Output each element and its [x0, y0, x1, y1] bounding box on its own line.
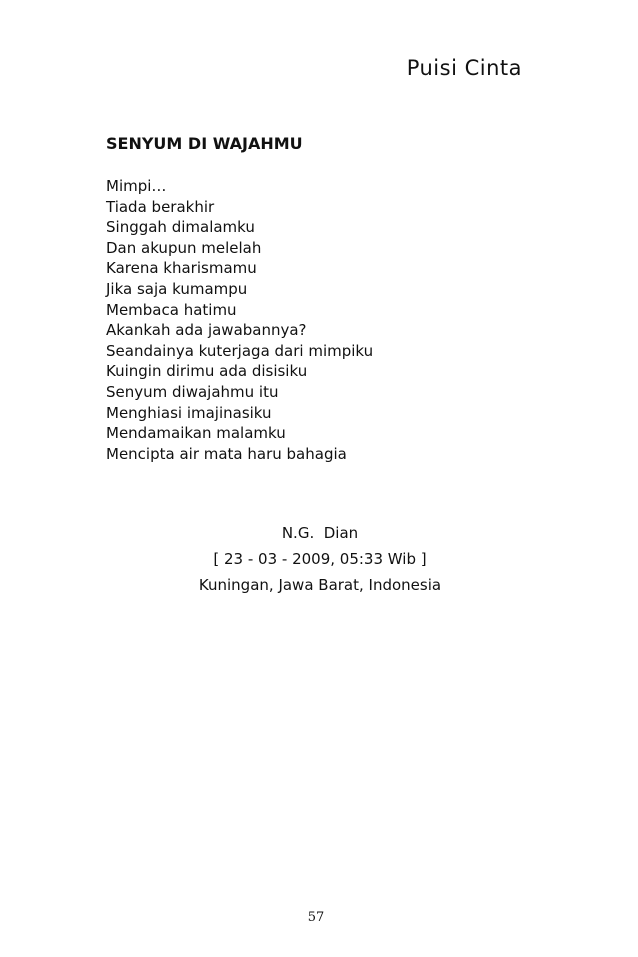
location: Kuningan, Jawa Barat, Indonesia	[198, 576, 442, 594]
signature-block	[0, 520, 638, 598]
page-number: 57	[307, 910, 325, 925]
poem-line: Singgah dimalamku	[106, 218, 255, 237]
poem-title: SENYUM DI WAJAHMU	[106, 134, 303, 153]
poem-line: Menghiasi imajinasiku	[106, 403, 272, 422]
poem-line: Membaca hatimu	[106, 300, 237, 319]
poem-line: Mencipta air mata haru bahagia	[106, 444, 347, 463]
poem-line: Senyum diwajahmu itu	[106, 382, 279, 401]
running-header: Puisi Cinta	[406, 56, 522, 80]
poem-line: Mendamaikan malamku	[106, 424, 286, 443]
poem-line: Tiada berakhir	[106, 197, 215, 216]
poem-line: Jika saja kumampu	[106, 279, 248, 298]
poem-line: Karena kharismamu	[106, 259, 257, 278]
poem-line: Akankah ada jawabannya?	[106, 321, 307, 340]
author-name: N.G. Dian	[281, 524, 359, 542]
poem-line: Kuingin dirimu ada disisiku	[106, 362, 308, 381]
poem-body	[106, 176, 373, 464]
poem-line: Seandainya kuterjaga dari mimpiku	[106, 341, 374, 360]
poem-line: Dan akupun melelah	[106, 238, 262, 257]
poem-line: Mimpi…	[106, 177, 167, 195]
date-stamp: [ 23 - 03 - 2009, 05:33 Wib ]	[213, 550, 427, 568]
